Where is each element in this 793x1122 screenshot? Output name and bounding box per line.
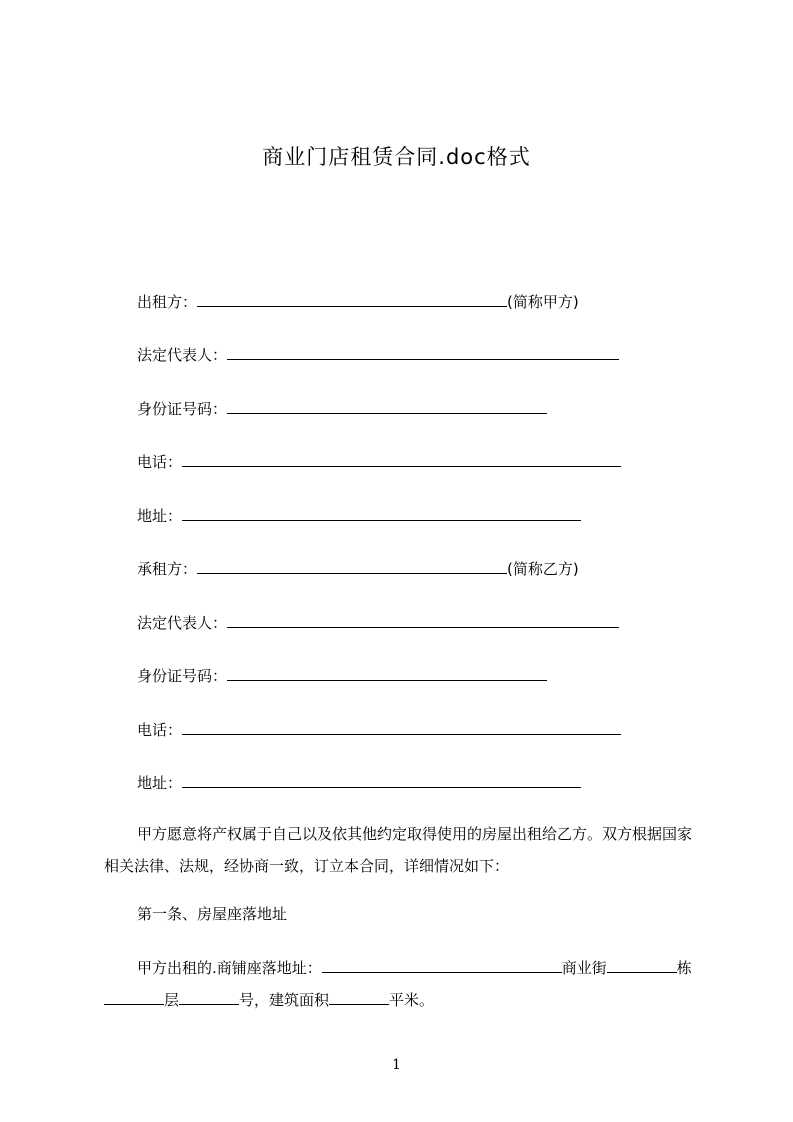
lessor-name-field <box>137 291 579 313</box>
article-1-body <box>104 952 704 1016</box>
article-1-heading: 第一条、房屋座落地址 <box>137 905 288 923</box>
lessor-rep-field <box>137 344 619 366</box>
building-no-blank[interactable] <box>104 990 164 1005</box>
lessor-phone-blank[interactable] <box>182 451 621 467</box>
lessee-rep-blank[interactable] <box>227 612 619 628</box>
lessor-name-blank[interactable] <box>197 291 507 307</box>
article-1-prefix: 甲方出租的.商铺座落地址： <box>137 959 322 977</box>
document-title: 商业门店租赁合同.doc格式 <box>262 145 531 169</box>
lessee-address-label: 地址： <box>137 774 183 792</box>
intro-text: 甲方愿意将产权属于自己以及依其他约定取得使用的房屋出租给乙方。双方根据国家相关法律、法规，经协商一致，订立本合同，详细情况如下： <box>104 825 693 875</box>
street-blank[interactable] <box>607 958 665 973</box>
lessor-address-blank[interactable] <box>182 505 581 521</box>
lessor-rep-label: 法定代表人： <box>137 346 228 364</box>
page-number: 1 <box>392 1057 401 1073</box>
lessee-name-field <box>137 558 579 580</box>
lessor-id-label: 身份证号码： <box>137 400 228 418</box>
shop-address-blank[interactable] <box>322 958 562 973</box>
lessee-phone-blank[interactable] <box>182 719 621 735</box>
article-1-floor: 层 <box>164 991 180 1009</box>
floor-blank[interactable] <box>179 990 239 1005</box>
lessee-phone-field <box>137 719 621 741</box>
lessee-rep-field <box>137 612 619 634</box>
lessee-address-blank[interactable] <box>182 772 581 788</box>
lessor-phone-label: 电话： <box>137 453 183 471</box>
article-1-street: 商业街 <box>561 959 607 977</box>
lessee-name-blank[interactable] <box>197 558 507 574</box>
lessee-name-suffix: (简称乙方) <box>507 560 579 578</box>
lessee-rep-label: 法定代表人： <box>137 614 228 632</box>
lessor-name-suffix: (简称甲方) <box>507 293 579 311</box>
lessee-id-field <box>137 665 547 687</box>
article-1-number: 号，建筑面积 <box>239 991 330 1009</box>
building-blank[interactable] <box>665 958 677 973</box>
lessee-id-label: 身份证号码： <box>137 667 228 685</box>
lessee-phone-label: 电话： <box>137 721 183 739</box>
article-1-unit: 平米。 <box>389 991 435 1009</box>
intro-paragraph <box>104 818 704 882</box>
lessee-name-label: 承租方： <box>137 560 198 578</box>
lessor-id-field <box>137 398 547 420</box>
lessee-id-blank[interactable] <box>227 665 547 681</box>
article-1-building: 栋 <box>676 959 692 977</box>
lessor-id-blank[interactable] <box>227 398 547 414</box>
lessor-phone-field <box>137 451 621 473</box>
area-blank[interactable] <box>329 990 389 1005</box>
lessor-address-field <box>137 505 581 527</box>
lessee-address-field <box>137 772 581 794</box>
lessor-address-label: 地址： <box>137 507 183 525</box>
lessor-name-label: 出租方： <box>137 293 198 311</box>
lessor-rep-blank[interactable] <box>227 344 619 360</box>
